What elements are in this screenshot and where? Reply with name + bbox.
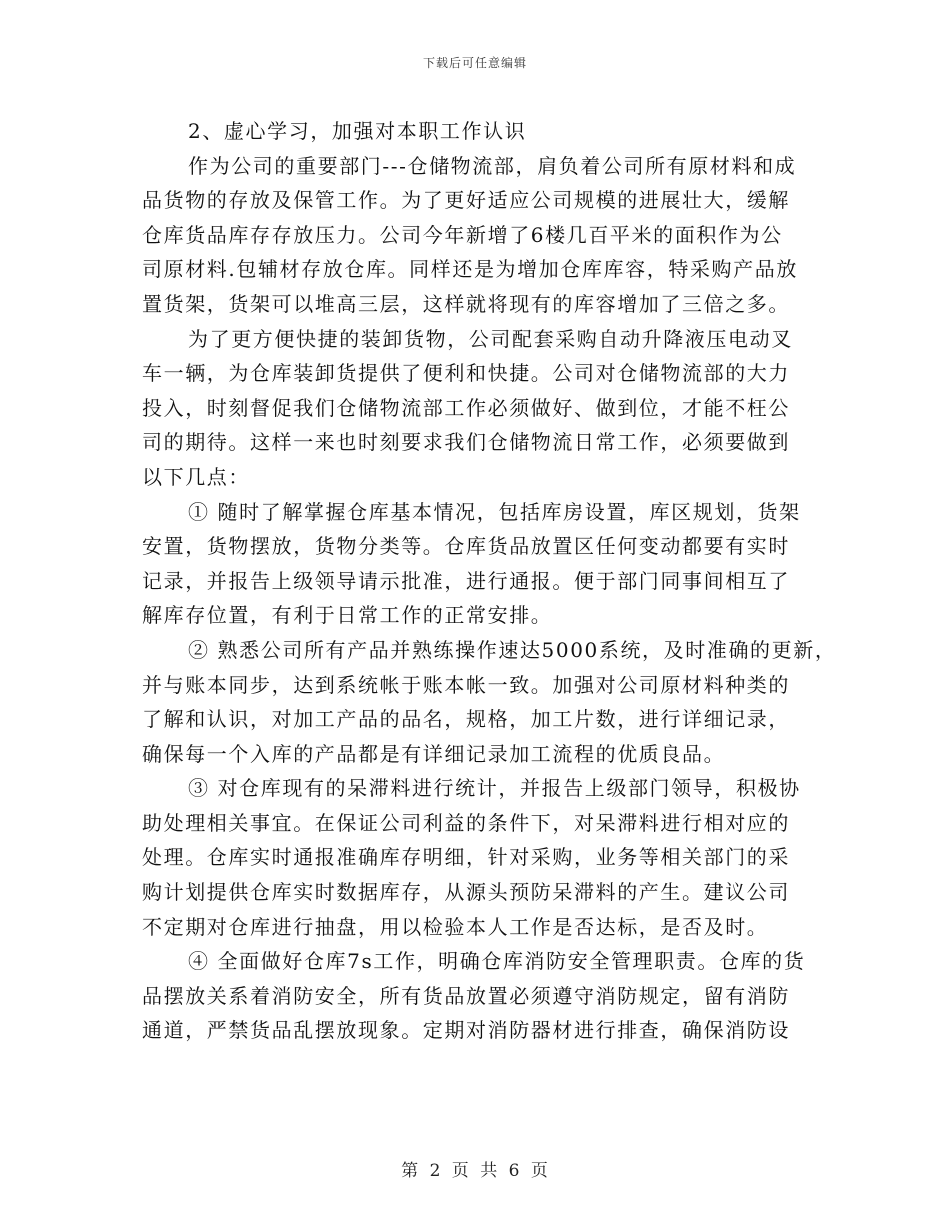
text-line: 为了更方便快捷的装卸货物，公司配套采购自动升降液压电动叉 xyxy=(188,326,793,351)
text-line: 司的期待。这样一来也时刻要求我们仓储物流日常工作，必须要做到 xyxy=(142,430,790,455)
text-line: 记录，并报告上级领导请示批准，进行通报。便于部门同事间相互了 xyxy=(142,568,790,593)
text-line: 置货架，货架可以堆高三层，这样就将现有的库容增加了三倍之多。 xyxy=(142,291,790,316)
text-line: 不定期对仓库进行抽盘，用以检验本人工作是否达标，是否及时。 xyxy=(142,914,769,939)
text-line: 司原材料.包辅材存放仓库。同样还是为增加仓库库容，特采购产品放 xyxy=(142,257,798,282)
text-line: 2、虚心学习，加强对本职工作认识 xyxy=(188,119,527,143)
page-header: 下载后可任意编辑 xyxy=(422,56,527,70)
text-line: 车一辆，为仓库装卸货提供了便利和快捷。公司对仓储物流部的大力 xyxy=(142,361,790,386)
text-line: 助处理相关事宜。在保证公司利益的条件下，对呆滞料进行相对应的 xyxy=(142,810,790,835)
text-line: 购计划提供仓库实时数据库存，从源头预防呆滞料的产生。建议公司 xyxy=(142,880,790,905)
text-line: ④ 全面做好仓库7s工作，明确仓库消防安全管理职责。仓库的货 xyxy=(188,949,806,974)
text-line: ② 熟悉公司所有产品并熟练操作速达5000系统，及时准确的更新， xyxy=(188,637,837,662)
text-line: ③ 对仓库现有的呆滞料进行统计，并报告上级部门领导，积极协 xyxy=(188,776,801,801)
text-line: 作为公司的重要部门---仓储物流部，肩负着公司所有原材料和成 xyxy=(188,153,797,178)
text-line: ① 随时了解掌握仓库基本情况，包括库房设置，库区规划，货架 xyxy=(188,499,801,524)
text-line: 并与账本同步，达到系统帐于账本帐一致。加强对公司原材料种类的 xyxy=(142,672,790,697)
page-footer: 第 2 页 共 6 页 xyxy=(401,1161,549,1181)
text-line: 解库存位置，有利于日常工作的正常安排。 xyxy=(142,603,553,628)
text-line: 通道，严禁货品乱摆放现象。定期对消防器材进行排查，确保消防设 xyxy=(142,1018,790,1043)
text-line: 仓库货品库存存放压力。公司今年新增了6楼几百平米的面积作为公 xyxy=(142,222,783,247)
text-line: 品摆放关系着消防安全，所有货品放置必须遵守消防规定，留有消防 xyxy=(142,983,790,1008)
text-line: 确保每一个入库的产品都是有详细记录加工流程的优质良品。 xyxy=(142,741,726,766)
document-body xyxy=(142,114,837,1048)
text-line: 投入，时刻督促我们仓储物流部工作必须做好、做到位，才能不枉公 xyxy=(142,395,790,420)
text-line: 以下几点： xyxy=(142,464,250,489)
text-line: 安置，货物摆放，货物分类等。仓库货品放置区任何变动都要有实时 xyxy=(142,534,790,559)
text-line: 处理。仓库实时通报准确库存明细，针对采购，业务等相关部门的采 xyxy=(142,845,790,870)
text-line: 品货物的存放及保管工作。为了更好适应公司规模的进展壮大，缓解 xyxy=(142,188,790,213)
text-line: 了解和认识，对加工产品的品名，规格，加工片数，进行详细记录， xyxy=(142,707,790,732)
